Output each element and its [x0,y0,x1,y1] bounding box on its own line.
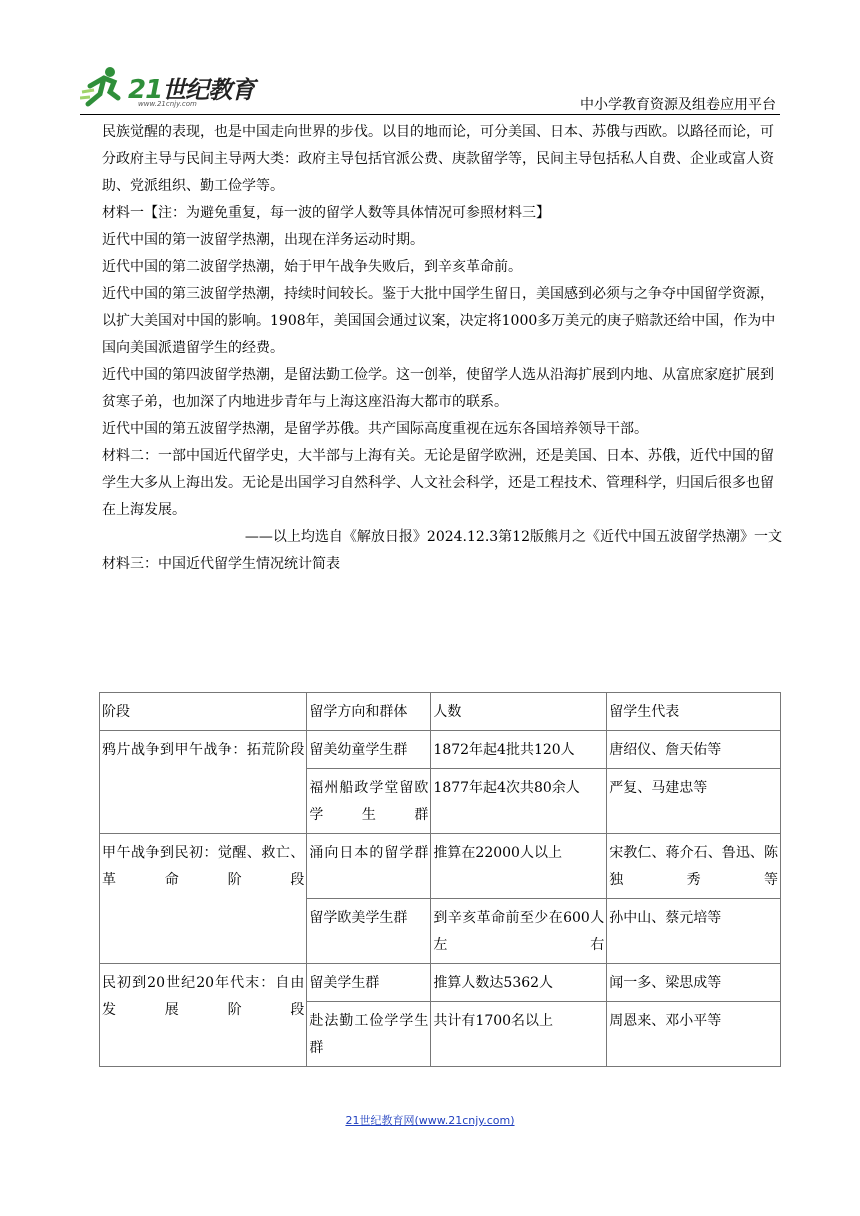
group-cell: 留美幼童学生群 [307,731,431,769]
stage-cell: 甲午战争到民初：觉醒、救亡、革命阶段 [100,834,307,964]
count-cell: 推算人数达5362人 [431,964,607,1002]
count-cell: 1872年起4批共120人 [431,731,607,769]
count-cell: 推算在22000人以上 [431,834,607,899]
group-cell: 留美学生群 [307,964,431,1002]
table-header-row [100,693,781,731]
document-body [102,119,782,578]
statistics-table [99,692,781,1067]
runner-icon [80,64,128,110]
reps-cell: 宋教仁、蒋介石、鲁迅、陈独秀等 [607,834,781,899]
table-row [100,964,781,1002]
stage-cell: 鸦片战争到甲午战争：拓荒阶段 [100,731,307,834]
paragraph: 近代中国的第二波留学热潮，始于甲午战争失败后，到辛亥革命前。 [102,259,522,275]
platform-name: 中小学教育资源及组卷应用平台 [580,97,776,113]
site-logo[interactable] [80,62,270,112]
table-header-cell: 阶段 [100,693,307,731]
table-row [100,731,781,769]
source-note: ——以上均选自《解放日报》2024.12.3第12版熊月之《近代中国五波留学热潮》一文 [244,529,782,545]
reps-cell: 闻一多、梁思成等 [607,964,781,1002]
stage-cell: 民初到20世纪20年代末：自由发展阶段 [100,964,307,1067]
logo-wordmark: 21世纪教育 [128,75,255,105]
page-header [80,62,780,115]
paragraph: 近代中国的第一波留学热潮，出现在洋务运动时期。 [102,232,424,248]
paragraph: 民族觉醒的表现，也是中国走向世界的步伐。以目的地而论，可分美国、日本、苏俄与西欧。以路径而论，可分政府主导与民间主导两大类：政府主导包括官派公费、庚款留学等，民间主导包括私人自费、企业或富人资助、党派组织、勤工俭学等。 [102,124,774,194]
logo-url: www.21cnjy.com [138,100,197,108]
group-cell: 涌向日本的留学群 [307,834,431,899]
paragraph: 材料一【注：为避免重复，每一波的留学人数等具体情况可参照材料三】 [102,205,550,221]
reps-cell: 严复、马建忠等 [607,769,781,834]
table-header-cell: 留学方向和群体 [307,693,431,731]
group-cell: 留学欧美学生群 [307,899,431,964]
table-row [100,834,781,899]
count-cell: 1877年起4次共80余人 [431,769,607,834]
group-cell: 福州船政学堂留欧学生群 [307,769,431,834]
table-header-cell: 人数 [431,693,607,731]
table-header-cell: 留学生代表 [607,693,781,731]
paragraph: 近代中国的第三波留学热潮，持续时间较长。鉴于大批中国学生留日，美国感到必须与之争夺中国留学资源，以扩大美国对中国的影响。1908年，美国国会通过议案，决定将1000多万美元的庚子赔款还给中国，作为中国向美国派遣留学生的经费。 [102,286,776,356]
count-cell: 共计有1700名以上 [431,1002,607,1067]
group-cell: 赴法勤工俭学学生群 [307,1002,431,1067]
reps-cell: 孙中山、蔡元培等 [607,899,781,964]
paragraph: 近代中国的第四波留学热潮，是留法勤工俭学。这一创举，使留学人选从沿海扩展到内地、从富庶家庭扩展到贫寒子弟，也加深了内地进步青年与上海这座沿海大都市的联系。 [102,367,774,410]
count-cell: 到辛亥革命前至少在600人左右 [431,899,607,964]
table-title: 材料三：中国近代留学生情况统计简表 [102,556,340,572]
footer-link[interactable]: 21世纪教育网(www.21cnjy.com) [345,1114,515,1127]
paragraph: 材料二：一部中国近代留学史，大半部与上海有关。无论是留学欧洲，还是美国、日本、苏俄，近代中国的留学生大多从上海出发。无论是出国学习自然科学、人文社会科学，还是工程技术、管理科学，归国后很多也留在上海发展。 [102,448,774,518]
reps-cell: 周恩来、邓小平等 [607,1002,781,1067]
paragraph: 近代中国的第五波留学热潮，是留学苏俄。共产国际高度重视在远东各国培养领导干部。 [102,421,648,437]
reps-cell: 唐绍仪、詹天佑等 [607,731,781,769]
page-footer [0,1112,860,1128]
